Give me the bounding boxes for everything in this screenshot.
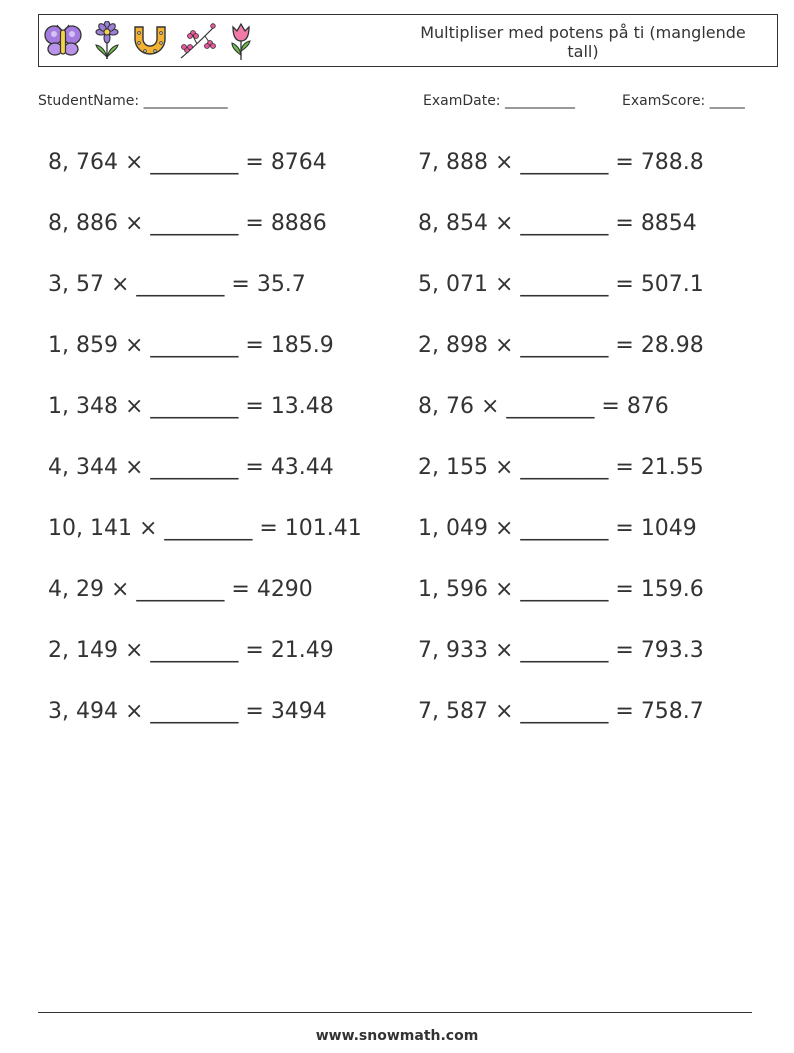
problem-right-10: 7, 587 × ________ = 758.7 (418, 699, 704, 724)
problem-right-4: 2, 898 × ________ = 28.98 (418, 333, 704, 358)
exam-date-field: ExamDate: __________ (423, 93, 575, 109)
problem-right-9: 7, 933 × ________ = 793.3 (418, 638, 704, 663)
problem-left-5: 1, 348 × ________ = 13.48 (48, 394, 334, 419)
butterfly-icon (43, 24, 83, 58)
problem-right-7: 1, 049 × ________ = 1049 (418, 516, 697, 541)
problem-left-8: 4, 29 × ________ = 4290 (48, 577, 313, 602)
student-name-field: StudentName: ____________ (38, 93, 228, 109)
problem-left-9: 2, 149 × ________ = 21.49 (48, 638, 334, 663)
blossom-branch-icon (179, 22, 217, 60)
problem-right-2: 8, 854 × ________ = 8854 (418, 211, 697, 236)
problem-right-3: 5, 071 × ________ = 507.1 (418, 272, 704, 297)
problem-right-8: 1, 596 × ________ = 159.6 (418, 577, 704, 602)
horseshoe-icon (131, 23, 169, 59)
problem-left-10: 3, 494 × ________ = 3494 (48, 699, 327, 724)
problem-left-2: 8, 886 × ________ = 8886 (48, 211, 327, 236)
header-icons (43, 21, 255, 61)
tulip-icon (227, 21, 255, 61)
problem-left-6: 4, 344 × ________ = 43.44 (48, 455, 334, 480)
problem-left-7: 10, 141 × ________ = 101.41 (48, 516, 362, 541)
problem-left-3: 3, 57 × ________ = 35.7 (48, 272, 306, 297)
problem-right-1: 7, 888 × ________ = 788.8 (418, 150, 704, 175)
exam-score-field: ExamScore: _____ (622, 93, 745, 109)
footer-divider (38, 1012, 752, 1013)
header-box (38, 14, 778, 67)
footer-url: www.snowmath.com (315, 1028, 479, 1044)
problem-left-1: 8, 764 × ________ = 8764 (48, 150, 327, 175)
flower-icon (93, 21, 121, 61)
problem-left-4: 1, 859 × ________ = 185.9 (48, 333, 334, 358)
problem-right-5: 8, 76 × ________ = 876 (418, 394, 669, 419)
worksheet-title: Multipliser med potens på ti (manglende tall) (420, 23, 746, 61)
problem-right-6: 2, 155 × ________ = 21.55 (418, 455, 704, 480)
